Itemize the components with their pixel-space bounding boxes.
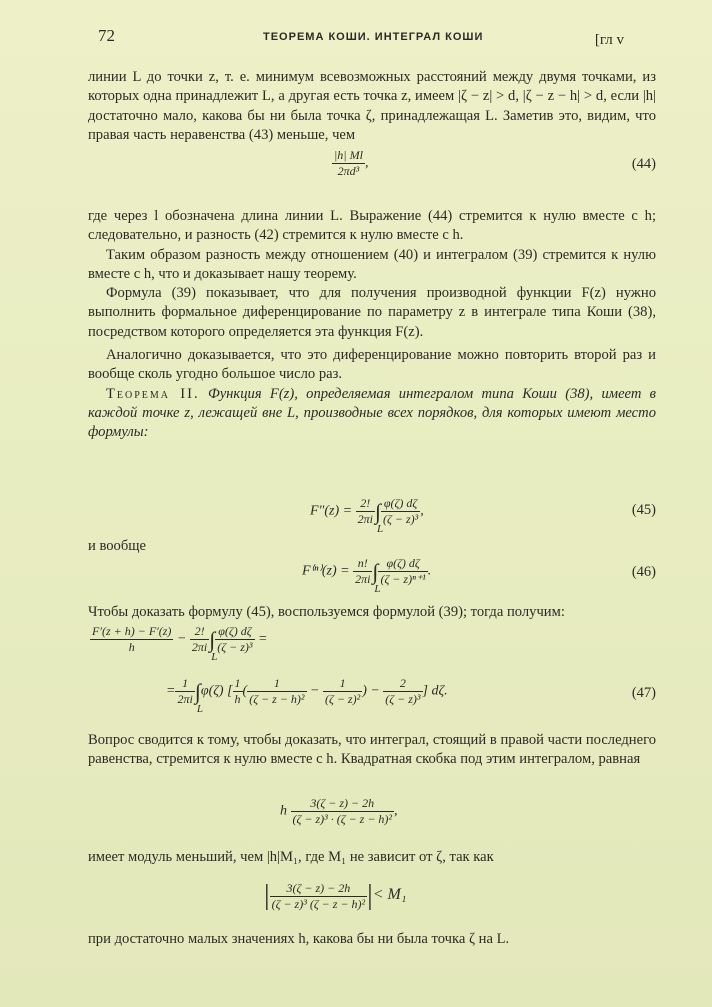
theorem-2: Теорема II. Функция F(z), определяемая интегралом типа Коши (38), имеет в каждой точке z, лежащей вне L, производные всех порядков, для которых имеют место формулы:: [88, 385, 656, 441]
equation-label-45: (45): [631, 502, 656, 518]
page-number: 72: [98, 26, 115, 45]
equation-label-47: (47): [631, 685, 656, 701]
chapter-marker: [гл v: [594, 32, 624, 48]
equation-46: F⁽ⁿ⁾(z) = $\frac{n!}{2\pi i}$ ∫ L $\frac{\varphi(\zeta) d\zeta}{\text{(ζ − z)ⁿ⁺¹}}$ .: [302, 556, 432, 595]
integral-sign: ∫ L: [372, 558, 381, 595]
paragraph-7: Чтобы доказать формулу (45), воспользуемся формулой (39); тогда получим:: [88, 604, 565, 620]
equation-bound: | $\frac{3(\zeta - z) - 2h}{\text{(ζ − z)³ (ζ − z − h)²}}$ |< M₁: [264, 880, 407, 911]
integral-sign: ∫ L: [374, 498, 384, 535]
paragraph-9: имеет модуль меньший, чем |h|M₁, где M₁ не зависит от ζ, так как: [88, 849, 494, 865]
equation-47-line-1: $\frac{F'(z + h) - F'(z)}{h}$ − $\frac{2!}{2\pi i}$ ∫ L $\frac{\varphi(\zeta) d\zeta}{\text{(ζ − z)³}}$ =: [92, 624, 268, 663]
equation-47-line-2: = $\frac{1}{2\pi i}$ ∫ L φ(ζ) [ $\frac{1}{h}$ ( $\frac{1}{\text{(ζ − z − h)²}}$ − $\frac{1}{\text{(ζ − z)²}}$ ) − $\frac{2}{\text{(ζ − z)³}}$ ] dζ.: [166, 676, 448, 715]
paragraph-10: при достаточно малых значениях h, какова бы ни была точка ζ на L.: [88, 931, 510, 947]
equation-label-46: (46): [631, 564, 656, 580]
paragraph-2: где через l обозначена длина линии L. Выражение (44) стремится к нулю вместе с h; следовательно, и разность (42) стремится к нулю вместе с h. Таким образом разность между отношением (40) и интегралом (39) стремится к нулю вместе с h, что и доказывает нашу теорему. Формула (39) показывает, что для получения производной функции F(z) нужно выполнить формальное диференцирование по параметру z в интеграле типа Коши (38), посредством которого определяется эта функция F(z). Аналогично доказывается, что это диференцирование можно повторить второй раз и вообще сколь угодно большое число раз. Теорема II. Функция F(z), определяемая интегралом типа Коши (38), имеет в каждой точке z, лежащей вне L, производные всех порядков, для которых имеют место формулы:: [88, 207, 656, 443]
integral-sign: ∫ L: [194, 678, 203, 715]
paragraph-8: Вопрос сводится к тому, чтобы доказать, что интеграл, стоящий в правой части последнего равенства, стремится к нулю вместе с h. Квадратная скобка под этим интегралом, равная: [88, 732, 656, 768]
page-header: [98, 26, 624, 50]
paragraph-1: линии L до точки z, т. е. минимум всевозможных расстояний между двумя точками, из которых одна принадлежит L, а другая есть точка z, имеем |ζ − z| > d, |ζ − z − h| > d, если |h| достаточно мало, какова бы ни была точка ζ, принадлежащая L. Заметив это, видим, что правая часть неравенства (43) меньше, чем: [88, 69, 656, 143]
running-title: ТЕОРЕМА КОШИ. ИНТЕГРАЛ КОШИ: [263, 31, 484, 43]
equation-bracket: h $\frac{3(\zeta - z) - 2h}{\text{(ζ − z)³ · (ζ − z − h)²}}$ ,: [280, 796, 398, 826]
equation-44: $\frac{|h| Ml}{\text{2πd³}}$ ,: [334, 148, 369, 178]
integral-sign: ∫ L: [209, 626, 218, 663]
equation-45: F″(z) = $\frac{2!}{2\pi i}$ ∫ L $\frac{\varphi(\zeta) d\zeta}{\text{(ζ − z)³}}$ ,: [310, 496, 424, 535]
paragraph-6: и вообще: [88, 538, 146, 554]
equation-label-44: (44): [631, 156, 656, 172]
